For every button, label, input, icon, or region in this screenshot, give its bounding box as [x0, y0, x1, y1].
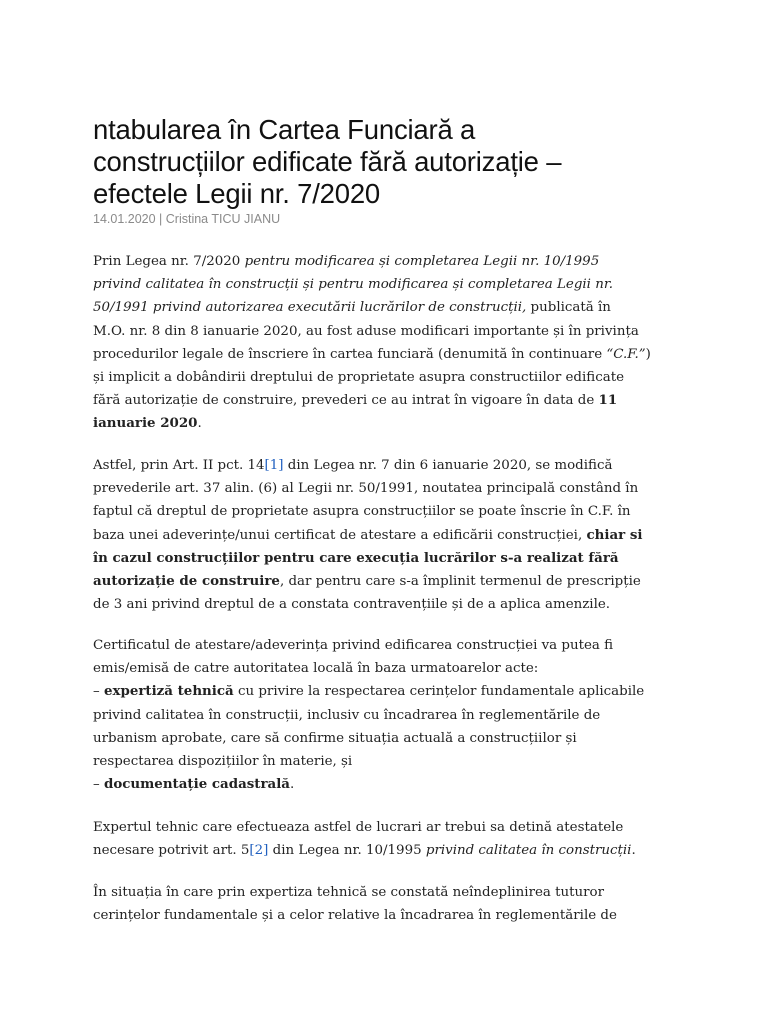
- title-line: efectele Legii nr. 7/2020: [93, 178, 381, 209]
- text-line: Certificatul de atestare/adeverința privind edificarea construcției va putea fi: [93, 638, 614, 653]
- text-line: necesare potrivit art. 5[2] din Legea nr. 10/1995 privind calitatea în construcții.: [93, 843, 636, 859]
- text-line: În situația în care prin expertiza tehnică se constată neîndeplinirea tuturor: [93, 885, 605, 900]
- text-line: procedurilor legale de înscriere în cartea funciară (denumită în continuare “C.F.”): [93, 346, 651, 362]
- title-line: ntabularea în Cartea Funciară a: [93, 114, 476, 145]
- title-line: construcțiilor edificate fără autorizație –: [93, 146, 562, 177]
- text-line: M.O. nr. 8 din 8 ianuarie 2020, au fost aduse modificari importante și în privința: [93, 323, 639, 339]
- text-line: Astfel, prin Art. II pct. 14[1] din Legea nr. 7 din 6 ianuarie 2020, se modifică: [93, 458, 613, 473]
- text-line: privind calitatea în construcții, inclusiv cu încadrarea în reglementările de: [93, 707, 601, 723]
- text-line: cerințelor fundamentale și a celor relative la încadrarea în reglementările de: [93, 908, 617, 924]
- text-line: autorizație de construire, dar pentru care s-a împlinit termenul de prescripție: [93, 573, 641, 590]
- paragraph-3: [93, 634, 683, 796]
- text-line: ianuarie 2020.: [93, 415, 202, 432]
- paragraph-4: [93, 816, 683, 862]
- text-line: – expertiză tehnică cu privire la respectarea cerințelor fundamentale aplicabile: [93, 683, 645, 700]
- text-line: respectarea dispozițiilor în materie, și: [93, 754, 353, 770]
- article: [93, 114, 683, 924]
- text-line: de 3 ani privind dreptul de a constata contravențiile și de a aplica amenzile.: [93, 597, 611, 613]
- article-meta: 14.01.2020 | Cristina TICU JIANU: [93, 212, 281, 226]
- text-line: – documentație cadastrală.: [93, 776, 295, 793]
- paragraph-5: [93, 881, 683, 927]
- paragraph-2: [93, 454, 683, 616]
- text-line: baza unei adeverințe/unui certificat de atestare a edificării construcției, chiar si: [93, 526, 643, 543]
- text-line: în cazul construcțiilor pentru care execuția lucrărilor s-a realizat fără: [93, 549, 619, 566]
- text-line: fără autorizație de construire, prevederi ce au intrat în vigoare în data de 11: [93, 392, 618, 409]
- footnote-link-2[interactable]: [2]: [249, 843, 269, 859]
- text-line: privind calitatea în construcții și pentru modificarea și completarea Legii nr.: [93, 277, 614, 293]
- text-line: 50/1991 privind autorizarea executării lucrărilor de construcții, publicată în: [93, 300, 611, 316]
- text-line: urbanism aprobate, care să confirme situația actuală a construcțiilor și: [93, 730, 577, 746]
- footnote-link-1[interactable]: [1]: [264, 458, 284, 473]
- text-line: prevederile art. 37 alin. (6) al Legii nr. 50/1991, noutatea principală constând în: [93, 481, 639, 497]
- text-line: Prin Legea nr. 7/2020 pentru modificarea și completarea Legii nr. 10/1995: [93, 254, 600, 269]
- text-line: emis/emisă de catre autoritatea locală în baza urmatoarelor acte:: [93, 661, 539, 677]
- text-line: faptul că dreptul de proprietate asupra construcțiilor se poate înscrie în C.F. în: [93, 504, 631, 520]
- text-line: și implicit a dobândirii dreptului de proprietate asupra constructiilor edificate: [93, 370, 624, 386]
- page-title: [93, 114, 683, 210]
- paragraph-1: [93, 250, 683, 436]
- text-line: Expertul tehnic care efectueaza astfel de lucrari ar trebui sa detină atestatele: [93, 820, 624, 835]
